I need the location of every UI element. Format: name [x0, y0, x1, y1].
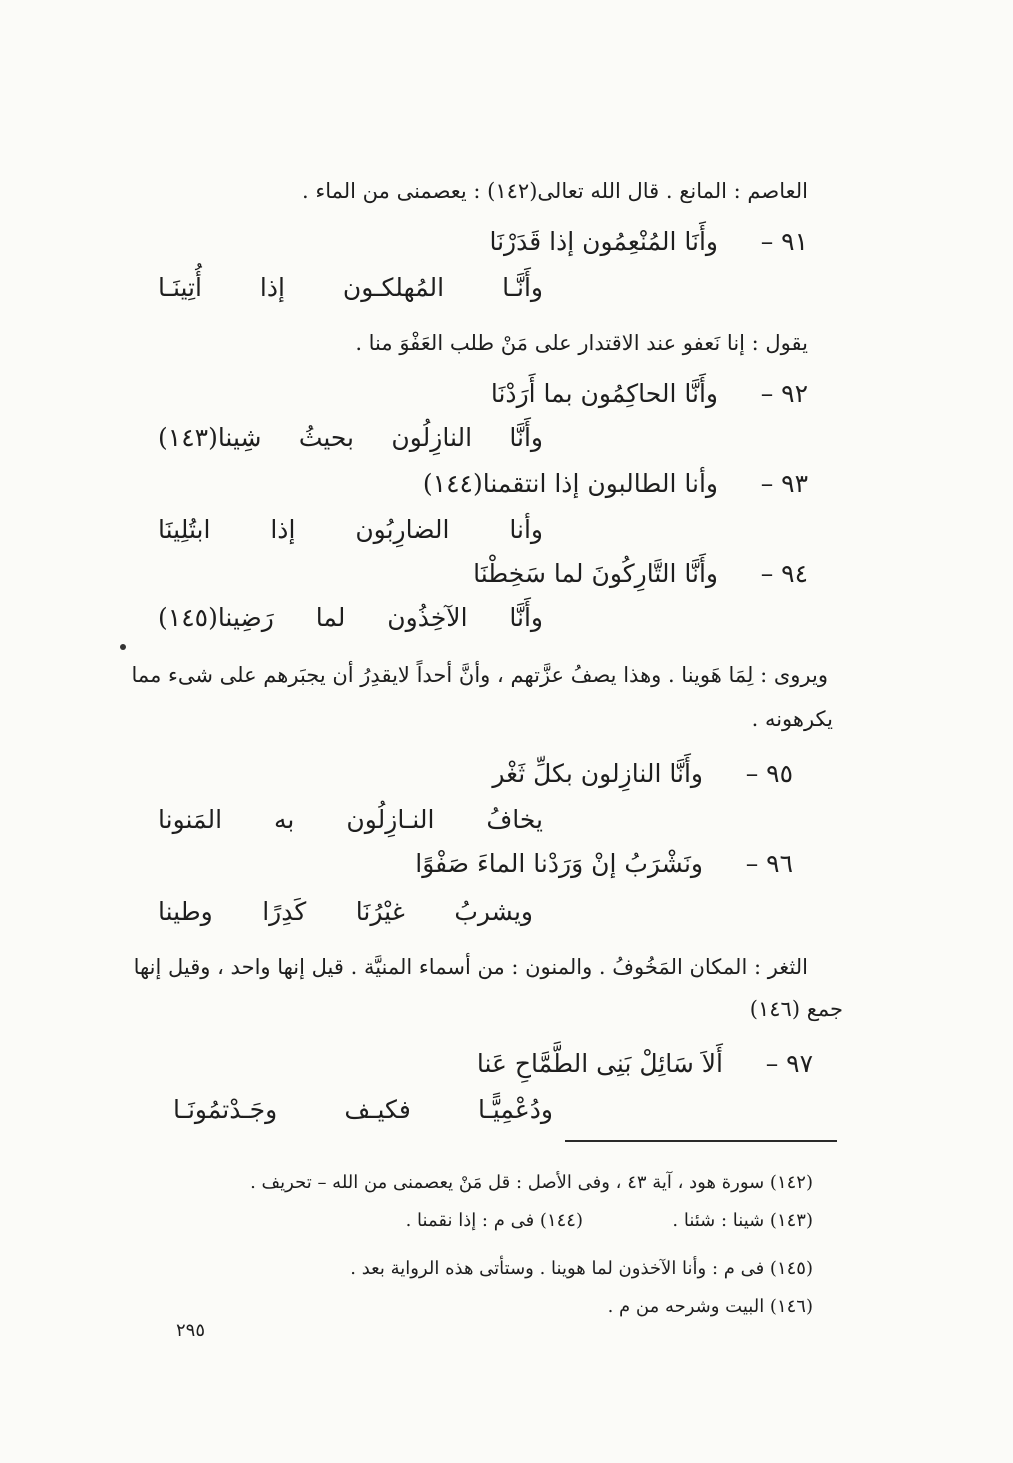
verse-word: لما	[315, 603, 346, 632]
verse-number: ٩٣ –	[760, 469, 808, 498]
footnote-146: (١٤٦) البيت وشرحه من م .	[607, 1296, 813, 1317]
verse-word: وطينا	[158, 897, 213, 926]
verse-93-second-hemistich	[158, 512, 543, 548]
verse-word: المُهلكـون	[342, 273, 445, 302]
verse-word: كَدِرًا	[262, 897, 307, 926]
verse-word: غيْرُنَا	[355, 897, 405, 926]
verse-number: ٩٤ –	[760, 559, 808, 588]
verse-92-first-hemistich	[208, 376, 808, 412]
verse-95-first-hemistich	[193, 756, 793, 792]
verse-word: ويشربُ	[454, 897, 533, 926]
verse-text: أَلاَ سَائِلْ بَنِى الطَّمَّاحِ عَنا	[476, 1049, 723, 1078]
verse-word: النازِلُون	[391, 423, 473, 452]
verse-word: ودُعْمِيًّـا	[477, 1095, 553, 1124]
verse-word: وأَنَّـا	[502, 273, 543, 302]
paragraph-al-thaghr-continued: جمع (١٤٦)	[749, 997, 843, 1021]
paragraph-yaqul: يقول : إنا نَعفو عند الاقتدار على مَنْ طلب العَفْوَ منا .	[355, 331, 808, 355]
footnote-separator	[565, 1140, 837, 1142]
verse-word: الآخِذُون	[387, 603, 468, 632]
verse-91-first-hemistich	[208, 224, 808, 260]
page-number: ٢٩٥	[176, 1320, 206, 1341]
footnote-145: (١٤٥) فى م : وأنا الآخذون لما هوينا . وستأتى هذه الرواية بعد .	[350, 1258, 813, 1279]
verse-word: رَضِينا(١٤٥)	[158, 603, 274, 632]
footnote-144: (١٤٤) فى م : إذا نقمنا .	[405, 1210, 583, 1231]
verse-text: وأَنَّا الحاكِمُون بما أَرَدْنَا	[490, 379, 718, 408]
paragraph-wa-yurwa-continued: يكرهونه .	[751, 707, 833, 731]
verse-93-first-hemistich	[208, 466, 808, 502]
verse-word: به	[274, 805, 295, 834]
verse-91-second-hemistich	[158, 270, 543, 306]
footnote-142: (١٤٢) سورة هود ، آية ٤٣ ، وفى الأصل : قل مَنْ يعصمنى من الله – تحريف .	[250, 1172, 813, 1193]
paragraph-wa-yurwa: ويروى : لِمَا هَوينا . وهذا يصفُ عزَّتهم ، وأنَّ أحداً لايقدِرُ أن يجبَرهم على شىء مما	[131, 663, 828, 687]
verse-word: فكيـف	[344, 1095, 411, 1124]
verse-word: وأنا	[509, 515, 543, 544]
footnote-143: (١٤٣) شينا : شئنا .	[672, 1210, 813, 1231]
verse-word: النـازِلُون	[346, 805, 435, 834]
verse-word: ابتُلِينَا	[158, 515, 211, 544]
verse-text: وأَنَّا التَّارِكُونَ لما سَخِطْنَا	[473, 559, 718, 588]
verse-text: وأَنَّا النازِلون بكلِّ ثَغْر	[492, 759, 703, 788]
paragraph-al-asim: العاصم : المانع . قال الله تعالى(١٤٢) : يعصمنى من الماء .	[302, 179, 808, 203]
verse-text: وأَنَا المُنْعِمُون إذا قَدَرْنَا	[489, 227, 718, 256]
verse-number: ٩٥ –	[745, 759, 793, 788]
verse-number: ٩٦ –	[745, 849, 793, 878]
verse-text: وأنا الطالبون إذا انتقمنا(١٤٤)	[422, 469, 718, 498]
paragraph-al-thaghr: الثغر : المكان المَخُوفُ . والمنون : من أسماء المنيَّة . قيل إنها واحد ، وقيل إنها	[133, 955, 808, 979]
verse-word: أُتِينَـا	[158, 273, 202, 302]
verse-word: الضارِبُون	[355, 515, 450, 544]
verse-word: وجَـدْتمُونَـا	[173, 1095, 278, 1124]
verse-97-second-hemistich	[173, 1092, 553, 1128]
verse-97-first-hemistich	[213, 1046, 813, 1082]
verse-word: بحيثُ	[298, 423, 355, 452]
verse-94-first-hemistich	[208, 556, 808, 592]
verse-word: شِينا(١٤٣)	[158, 423, 262, 452]
verse-word: المَنونا	[158, 805, 223, 834]
verse-word: إذا	[259, 273, 285, 302]
verse-word: وأَنَّا	[509, 603, 543, 632]
verse-number: ٩١ –	[760, 227, 808, 256]
ink-speck	[120, 644, 126, 650]
verse-number: ٩٧ –	[765, 1049, 813, 1078]
verse-word: وأَنَّا	[509, 423, 543, 452]
verse-96-first-hemistich	[193, 846, 793, 882]
verse-94-second-hemistich	[158, 600, 543, 636]
verse-92-second-hemistich	[158, 420, 543, 456]
verse-text: ونَشْرَبُ إنْ وَرَدْنا الماءَ صَفْوًا	[415, 849, 703, 878]
verse-number: ٩٢ –	[760, 379, 808, 408]
verse-95-second-hemistich	[158, 802, 543, 838]
verse-word: يخافُ	[486, 805, 543, 834]
verse-word: إذا	[270, 515, 296, 544]
verse-96-second-hemistich	[158, 894, 533, 930]
